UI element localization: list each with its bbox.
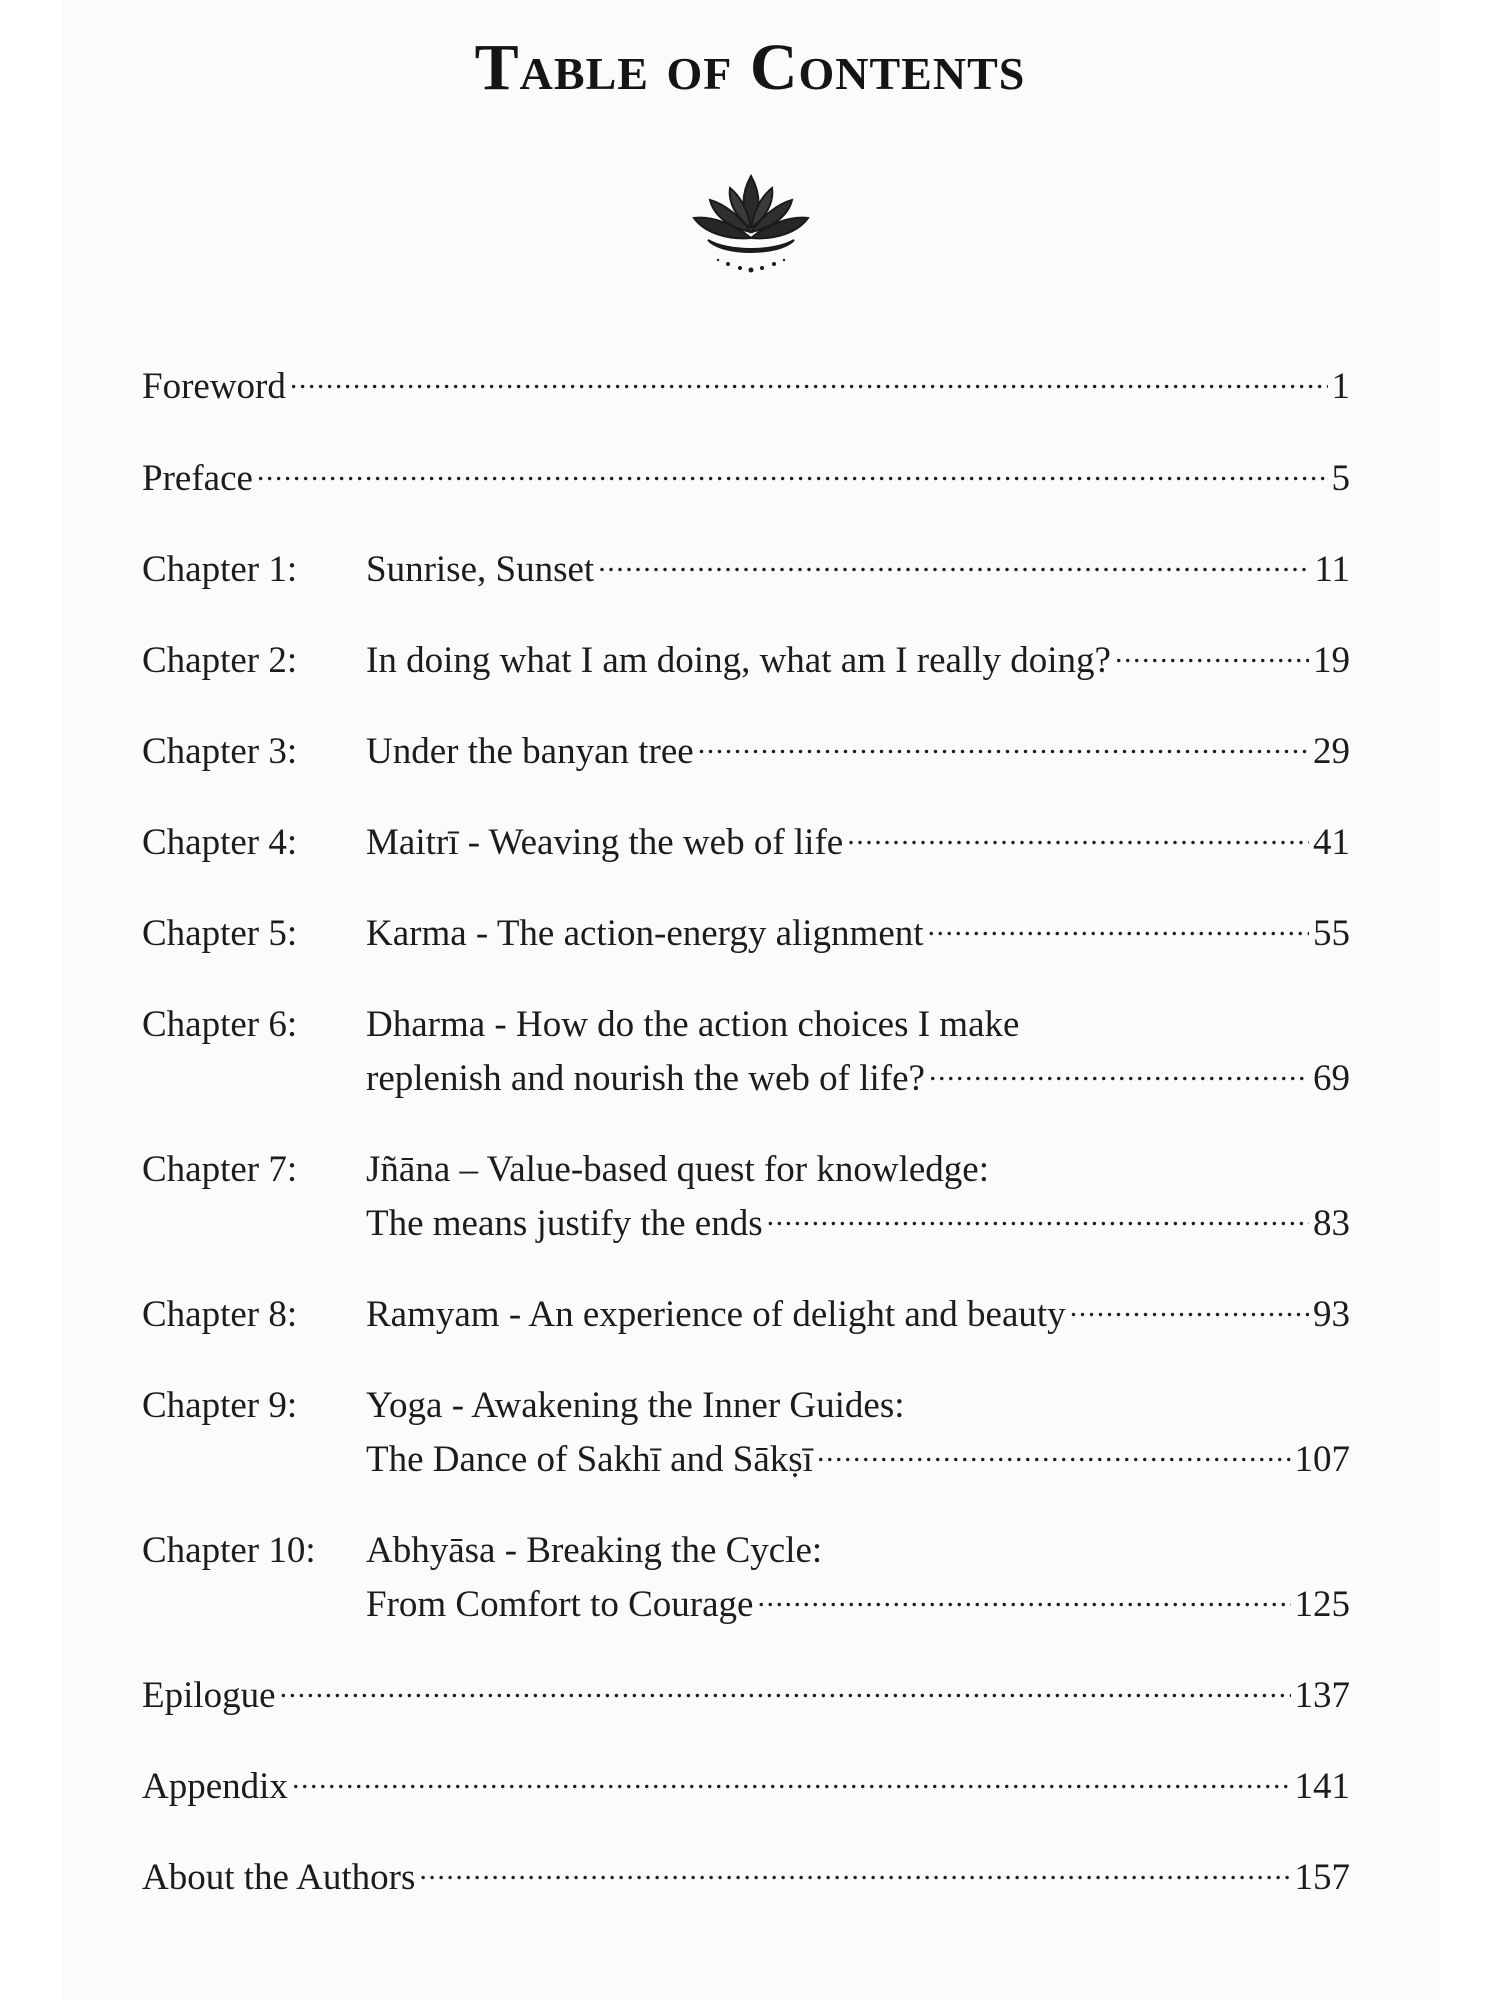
chapter-title: Abhyāsa - Breaking the Cycle: [366,1530,823,1571]
chapter-title: Jñāna – Value-based quest for knowledge: [366,1149,990,1190]
dot-leader [257,453,1328,490]
toc-entry-chapter-3[interactable] [142,725,1350,779]
chapter-label: Chapter 6: [142,1004,298,1045]
toc-entry-chapter-5[interactable] [142,907,1350,961]
toc-entry-about-the-authors[interactable] [142,1851,1350,1905]
toc-entry-chapter-4[interactable] [142,816,1350,870]
chapter-title: In doing what I am doing, what am I really doing? [366,640,1111,681]
chapter-title-continued: The means justify the ends [366,1203,763,1244]
dot-leader [847,817,1309,854]
page-number: 5 [1331,458,1350,499]
entry-label: Epilogue [142,1675,276,1716]
dot-leader [817,1434,1291,1471]
chapter-title: Maitrī - Weaving the web of life [366,822,844,863]
chapter-label: Chapter 1: [142,549,298,590]
dot-leader [698,726,1309,763]
toc-entry-foreword[interactable] [142,360,1350,414]
page-number: 29 [1313,731,1350,772]
page-number: 19 [1313,640,1350,681]
chapter-title-continued: replenish and nourish the web of life? [366,1058,925,1099]
page-title: Table of Contents [474,31,1026,104]
page-number: 93 [1313,1294,1350,1335]
toc-entry-preface[interactable] [142,452,1350,506]
chapter-label: Chapter 7: [142,1149,298,1190]
page-number: 107 [1294,1439,1350,1480]
entry-label: Foreword [142,366,286,407]
chapter-label: Chapter 3: [142,731,298,772]
chapter-title: Sunrise, Sunset [366,549,595,590]
dot-leader [292,1761,1291,1798]
chapter-title-continued: The Dance of Sakhī and Sākṣī [366,1439,813,1480]
chapter-title: Karma - The action-energy alignment [366,913,924,954]
chapter-title-continued: From Comfort to Courage [366,1584,754,1625]
chapter-title: Under the banyan tree [366,731,694,772]
dot-leader [929,1053,1309,1090]
chapter-label: Chapter 4: [142,822,298,863]
page-number: 83 [1313,1203,1350,1244]
chapter-title: Yoga - Awakening the Inner Guides: [366,1385,905,1426]
chapter-label: Chapter 2: [142,640,298,681]
page-number: 137 [1294,1675,1350,1716]
toc-entry-chapter-7[interactable] [142,1143,1350,1251]
chapter-label: Chapter 10: [142,1530,316,1571]
toc-entry-chapter-10[interactable] [142,1524,1350,1632]
chapter-label: Chapter 9: [142,1385,298,1426]
chapter-label: Chapter 5: [142,913,298,954]
dot-leader [928,908,1309,945]
page-number: 157 [1294,1857,1350,1898]
entry-label: Appendix [142,1766,288,1807]
toc-entry-epilogue[interactable] [142,1669,1350,1723]
entry-label: About the Authors [142,1857,416,1898]
toc-entry-chapter-6[interactable] [142,998,1350,1106]
dot-leader [598,544,1310,581]
dot-leader [757,1579,1290,1616]
dot-leader [1070,1289,1309,1326]
chapter-title: Dharma - How do the action choices I make [366,1004,1020,1045]
entry-label: Preface [142,458,253,499]
dot-leader [419,1852,1290,1889]
chapter-label: Chapter 8: [142,1294,298,1335]
dot-leader [767,1198,1309,1235]
page-number: 1 [1331,366,1350,407]
dot-leader [1115,635,1309,672]
page-number: 41 [1313,822,1350,863]
chapter-title: Ramyam - An experience of delight and beauty [366,1294,1066,1335]
toc-entry-chapter-2[interactable] [142,634,1350,688]
toc-entry-chapter-1[interactable] [142,543,1350,597]
page-number: 55 [1313,913,1350,954]
dot-leader [280,1670,1291,1707]
dot-leader [290,361,1328,398]
page-number: 125 [1294,1584,1350,1625]
page-number: 11 [1314,549,1350,590]
toc-entry-chapter-8[interactable] [142,1288,1350,1342]
page-number: 141 [1294,1766,1350,1807]
toc-entry-appendix[interactable] [142,1760,1350,1814]
page-number: 69 [1313,1058,1350,1099]
lotus-icon [688,166,814,276]
toc-entry-chapter-9[interactable] [142,1379,1350,1487]
